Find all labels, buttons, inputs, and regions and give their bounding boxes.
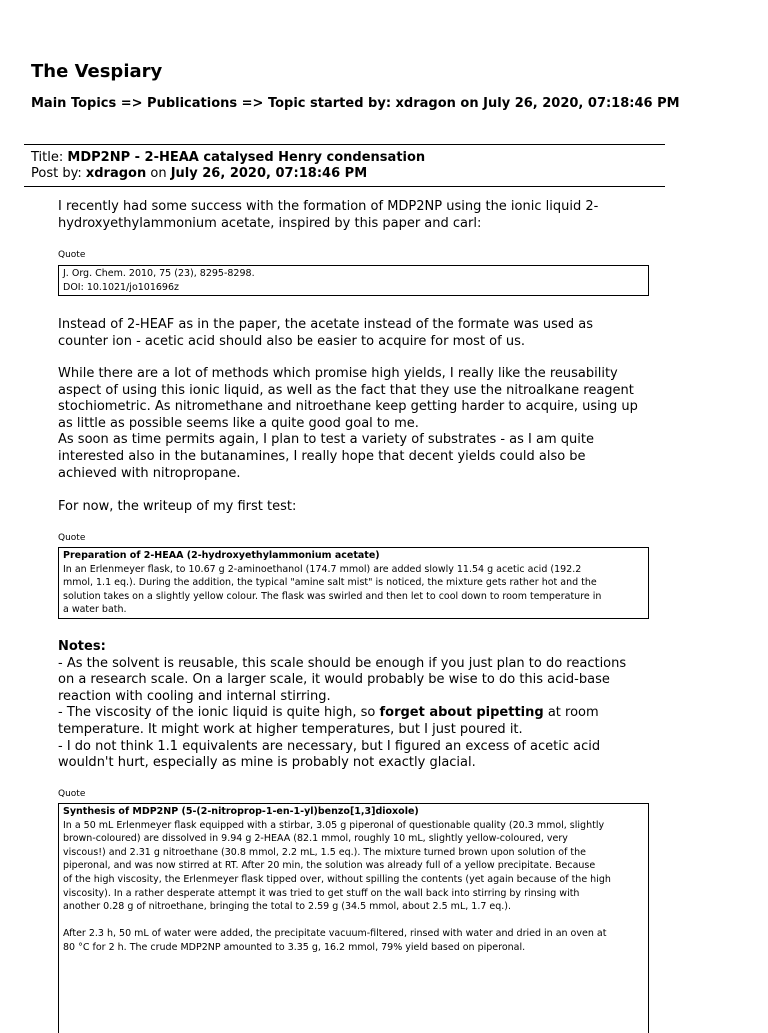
text-line: stochiometric. As nitromethane and nitroethane keep getting harder to acquire, using up (58, 399, 638, 415)
quote-spacer (63, 914, 644, 928)
text-line: temperature. It might work at higher temperatures, but I just poured it. (58, 721, 523, 737)
post-title-line (31, 150, 425, 165)
paragraph-methods (58, 366, 638, 482)
text-line: Instead of 2-HEAF as in the paper, the acetate instead of the formate was used as (58, 317, 594, 332)
quote-label: Quote (58, 250, 86, 260)
quote-heading: Preparation of 2-HEAA (2-hydroxyethylammonium acetate) (63, 550, 380, 561)
quote-line: brown-coloured) are dissolved in 9.94 g 2-HEAA (82.1 mmol, roughly 10 mL, slightly yellow-coloured, very (63, 833, 568, 845)
quote-line: viscous!) and 2.31 g nitroethane (30.8 mmol, 2.2 mL, 1.5 eq.). The mixture turned brown upon solution of the (63, 846, 586, 858)
divider-header (24, 186, 665, 187)
text-line: wouldn't hurt, especially as mine is probably not exactly glacial. (58, 755, 476, 771)
emphasis-text: forget about pipetting (379, 705, 544, 721)
quote-line: piperonal, and was now stirred at RT. After 20 min, the solution was already full of a yellow precipitate. Because (63, 860, 596, 872)
divider-top (24, 144, 665, 145)
text-fragment: - The viscosity of the ionic liquid is quite high, so (58, 705, 380, 721)
text-line: interested also in the butanamines, I really hope that decent yields could also be (58, 448, 586, 464)
breadcrumb: Main Topics => Publications => Topic started by: xdragon on July 26, 2020, 07:18:46 PM (31, 96, 680, 111)
post-on-label: on (150, 166, 167, 181)
quote-line: After 2.3 h, 50 mL of water were added, the precipitate vacuum-filtered, rinsed with water and dried in an oven at (63, 928, 607, 940)
quote-heading: Synthesis of MDP2NP (5-(2-nitroprop-1-en-1-yl)benzo[1,3]dioxole) (63, 806, 419, 817)
quote-box-preparation (58, 547, 649, 619)
text-line: hydroxyethylammonium acetate, inspired by this paper and carl: (58, 215, 482, 231)
paragraph-writeup (58, 499, 638, 516)
notes-section (58, 639, 638, 772)
quote-line: another 0.28 g of nitroethane, bringing the total to 2.59 g (34.5 mmol, about 2.5 mL, 1.7 eq.). (63, 901, 512, 913)
quote-line: In an Erlenmeyer flask, to 10.67 g 2-aminoethanol (174.7 mmol) are added slowly 11.54 g acetic acid (192.2 (63, 563, 582, 575)
text-line: on a research scale. On a larger scale, it would probably be wise to do this acid-base (58, 672, 610, 688)
text-line (58, 705, 638, 722)
text-fragment: at room (543, 705, 599, 721)
text-line: - As the solvent is reusable, this scale should be enough if you just plan to do reactions (58, 655, 627, 671)
text-line: counter ion - acetic acid should also be easier to acquire for most of us. (58, 333, 525, 349)
text-line: While there are a lot of methods which promise high yields, I really like the reusability (58, 366, 618, 381)
post-title: MDP2NP - 2-HEAA catalysed Henry condensation (67, 150, 426, 165)
post-date: July 26, 2020, 07:18:46 PM (170, 166, 368, 181)
quote-box-synthesis (58, 803, 649, 1033)
quote-line: a water bath. (63, 604, 127, 616)
site-title: The Vespiary (31, 61, 163, 82)
quote-line: DOI: 10.1021/jo101696z (63, 281, 180, 293)
quote-line: solution takes on a slightly yellow colour. The flask was swirled and then let to cool down to room temperature in (63, 590, 602, 602)
notes-heading: Notes: (58, 639, 106, 654)
post-by-line (31, 166, 367, 181)
text-line: as little as possible seems like a quite good goal to me. (58, 415, 419, 431)
paragraph-acetate (58, 317, 638, 350)
text-line: For now, the writeup of my first test: (58, 499, 297, 514)
post-by-label: Post by: (31, 166, 82, 181)
quote-line: of the high viscosity, the Erlenmeyer flask tipped over, without spilling the contents (yet again because of the high (63, 873, 611, 885)
quote-label: Quote (58, 789, 86, 799)
text-line: reaction with cooling and internal stirring. (58, 688, 331, 704)
quote-line: 80 °C for 2 h. The crude MDP2NP amounted to 3.35 g, 16.2 mmol, 79% yield based on piperonal. (63, 941, 526, 953)
paragraph-intro (58, 199, 638, 232)
quote-label: Quote (58, 533, 86, 543)
quote-line: mmol, 1.1 eq.). During the addition, the typical "amine salt mist" is noticed, the mixture gets rather hot and the (63, 577, 597, 589)
text-line: As soon as time permits again, I plan to test a variety of substrates - as I am quite (58, 432, 594, 448)
text-line: aspect of using this ionic liquid, as well as the fact that they use the nitroalkane reagent (58, 382, 634, 398)
post-author: xdragon (85, 166, 147, 181)
text-line: achieved with nitropropane. (58, 465, 241, 481)
text-line: - I do not think 1.1 equivalents are necessary, but I figured an excess of acetic acid (58, 738, 601, 754)
text-line: I recently had some success with the formation of MDP2NP using the ionic liquid 2- (58, 199, 599, 214)
quote-line: J. Org. Chem. 2010, 75 (23), 8295-8298. (63, 268, 255, 279)
title-label: Title: (31, 150, 64, 165)
quote-box-reference (58, 265, 649, 296)
quote-line: In a 50 mL Erlenmeyer flask equipped with a stirbar, 3.05 g piperonal of questionable quality (20.3 mmol, slightly (63, 819, 605, 831)
quote-line: viscosity). In a rather desperate attempt it was tried to get stuff on the wall back into stirring by rinsing with (63, 887, 580, 899)
